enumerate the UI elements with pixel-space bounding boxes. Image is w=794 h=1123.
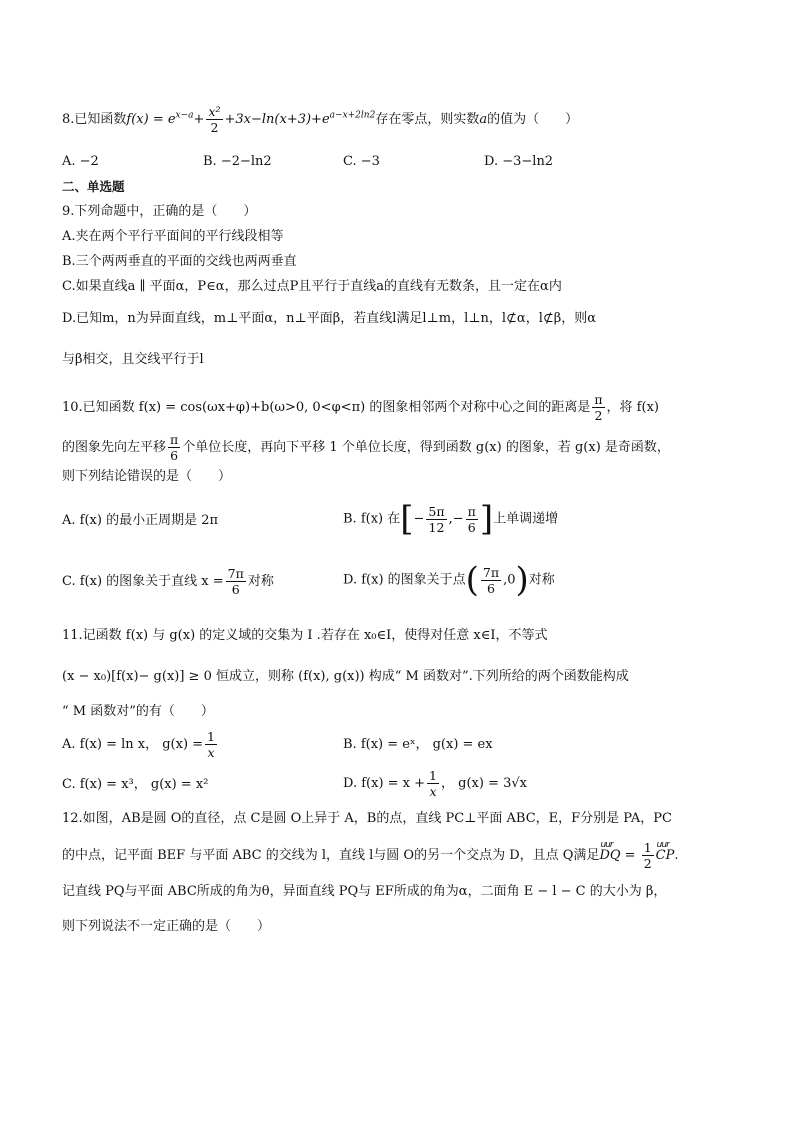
q9-option-c: C.如果直线a ∥ 平面α，P∈α，那么过点P且平行于直线a的直线有无数条，且一定在α内	[62, 279, 562, 294]
q12-den: 2	[643, 856, 652, 871]
q12-fraction	[642, 840, 654, 871]
q10-line1	[62, 392, 659, 423]
q10-option-b-frac1	[426, 504, 446, 535]
q10-option-c-frac	[226, 566, 246, 597]
q10-option-c-b: 对称	[247, 574, 274, 589]
q12-line3: 记直线 PQ与平面 ABC所成的角为θ，异面直线 PQ与 EF所成的角为α，二面角 E − l − C 的大小为 β，	[62, 884, 667, 899]
q10-line1-den: 2	[594, 408, 603, 423]
q11-line1: 11.记函数 f(x) 与 g(x) 的定义域的交集为 I .若存在 x₀∈I，使得对任意 x∈I，不等式	[62, 628, 548, 643]
q11-line3: “ M 函数对”的有（ ）	[62, 704, 214, 719]
q8-frac-den: 2	[210, 120, 219, 135]
q8-stem	[62, 104, 578, 135]
q11-option-d-a: D. f(x) = x +	[343, 776, 426, 791]
q10-option-c-den: 6	[231, 582, 240, 597]
q8-fraction	[206, 104, 222, 135]
q10-option-d-b: 对称	[528, 572, 555, 588]
q10-line2	[62, 432, 670, 463]
q8-option-b: B. −2−ln2	[203, 154, 272, 169]
q10-option-c	[62, 566, 274, 597]
q9-option-d-line1: D.已知m，n为异面直线，m⊥平面α，n⊥平面β，若直线l满足l⊥m，l⊥n，l⊄α，l⊄β，则α	[62, 311, 597, 326]
q10-line2-a: 的图象先向左平移	[62, 440, 167, 455]
q10-option-d-a: D. f(x) 的图象关于点	[343, 572, 466, 588]
q11-option-c: C. f(x) = x³， g(x) = x²	[62, 777, 209, 792]
q9-stem: 9.下列命题中，正确的是（ ）	[62, 204, 257, 219]
q11-option-d-num: 1	[429, 768, 437, 783]
q12-line4: 则下列说法不一定正确的是（ ）	[62, 919, 271, 934]
q8-stem-a: 8.已知函数	[62, 112, 127, 127]
q12-vector-cp: uur CP	[656, 847, 675, 865]
q12-period: .	[674, 848, 679, 863]
q11-option-a-num: 1	[207, 729, 215, 744]
q10-option-b-den2: 6	[467, 519, 476, 535]
q11-option-d	[343, 768, 527, 799]
q8-option-a: A. −2	[62, 154, 99, 169]
q8-rest: +3x−ln(x+3)+e	[224, 112, 330, 127]
q10-line2-num: π	[170, 432, 179, 447]
q11-option-b: B. f(x) = eˣ， g(x) = ex	[343, 737, 493, 752]
q11-option-a-frac	[205, 729, 217, 760]
q9-option-b: B.三个两两垂直的平面的交线也两两垂直	[62, 254, 297, 269]
q11-option-a	[62, 729, 219, 760]
q10-line1-fraction	[592, 392, 604, 423]
q12-line2-a: 的中点，记平面 BEF 与平面 ABC 的交线为 l，直线 l与圆 O的另一个交点为 D，且点 Q满足	[62, 848, 600, 863]
q10-option-b-right-bracket: ]	[479, 499, 494, 539]
q11-option-d-frac	[427, 768, 439, 799]
q8-exp2: a−x+2ln2	[329, 110, 376, 121]
q10-option-d-left-paren: (	[465, 560, 479, 600]
q8-plus: +	[193, 112, 205, 127]
q8-frac-num: x²	[208, 104, 221, 119]
q8-var: a	[479, 112, 488, 127]
q10-option-b-left-bracket: [	[400, 499, 414, 539]
q9-option-d-line2: 与β相交，且交线平行于l	[62, 352, 204, 367]
q11-line2: (x − x₀)[f(x)− g(x)] ≥ 0 恒成立，则称 (f(x), g(x)) 构成“ M 函数对”.下列所给的两个函数能构成	[62, 669, 629, 684]
section-title: 二、单选题	[62, 179, 125, 194]
q10-option-c-num: 7π	[227, 566, 244, 581]
q8-func: f(x) = e	[126, 112, 176, 127]
q11-option-a-a: A. f(x) = ln x， g(x) =	[62, 737, 204, 752]
q12-equals: =	[620, 848, 640, 863]
q12-vector-dq: uur DQ	[599, 847, 620, 865]
q10-option-b-den1: 12	[428, 519, 445, 535]
q11-option-d-den: x	[429, 784, 437, 799]
q10-option-b-num2: π	[467, 503, 476, 519]
q11-option-d-b: ， g(x) = 3√x	[440, 776, 527, 791]
q9-option-a: A.夹在两个平行平面间的平行线段相等	[62, 229, 284, 244]
q10-option-b-num1: 5π	[428, 503, 445, 519]
q10-option-a: A. f(x) 的最小正周期是 2π	[62, 513, 219, 528]
q10-line1-num: π	[594, 392, 603, 407]
q10-line2-fraction	[168, 432, 180, 463]
q10-option-b-a: B. f(x) 在	[343, 511, 401, 527]
q10-option-d-den: 6	[487, 580, 495, 596]
q8-stem-c: 的值为（ ）	[487, 112, 579, 127]
q10-line1-b: ，将 f(x)	[606, 400, 659, 415]
q8-exp1: x−a	[175, 110, 194, 121]
q10-option-b-b: 上单调递增	[493, 511, 559, 527]
q12-num: 1	[643, 840, 652, 855]
q12-line2	[62, 840, 679, 871]
q10-option-d: D. f(x) 的图象关于点( $\frac{7\pi}{6}$ ,0)对称	[343, 560, 555, 600]
q10-option-d-right-paren: )	[515, 560, 529, 600]
q10-line2-den: 6	[170, 448, 179, 463]
q10-line3: 则下列结论错误的是（ ）	[62, 469, 232, 484]
q10-option-b: B. f(x) 在[− $\frac{5\pi}{12}$ ,− $\frac{\pi}{6}$ ]上单调递增	[343, 499, 559, 539]
q10-line2-b: 个单位长度，再向下平移 1 个单位长度，得到函数 g(x) 的图象，若 g(x) 是奇函数，	[182, 440, 670, 455]
q8-option-c: C. −3	[343, 154, 380, 169]
q8-option-d: D. −3−ln2	[484, 154, 554, 169]
q10-line1-a: 10.已知函数 f(x) = cos(ωx+φ)+b(ω>0, 0<φ<π) 的图象相邻两个对称中心之间的距离是	[62, 400, 591, 415]
q11-option-a-den: x	[207, 745, 215, 760]
q10-option-b-frac2	[466, 504, 478, 535]
q12-line1: 12.如图，AB是圆 O的直径，点 C是圆 O上异于 A，B的点，直线 PC⊥平面 ABC，E，F分别是 PA，PC	[62, 811, 672, 826]
q10-option-d-frac	[481, 565, 501, 596]
q8-stem-b: 存在零点，则实数	[375, 112, 480, 127]
q10-option-c-a: C. f(x) 的图象关于直线 x =	[62, 574, 224, 589]
q10-option-d-num: 7π	[482, 564, 500, 580]
